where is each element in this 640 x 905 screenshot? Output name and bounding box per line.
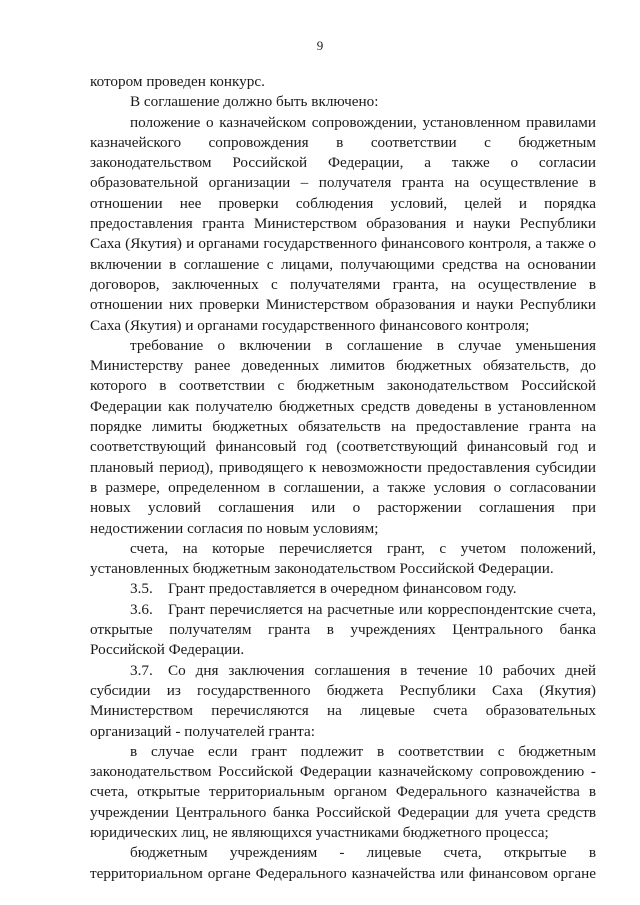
paragraph-budget-institutions: бюджетным учреждениям - лицевые счета, открытые в территориальном органе Федерального казначейства или финансовом органе xyxy=(90,844,596,882)
paragraph-continuation: котором проведен конкурс. xyxy=(90,73,265,90)
page-number: 9 xyxy=(316,38,324,53)
clause-3-7: 3.7. Со дня заключения соглашения в течение 10 рабочих дней субсидии из государственного бюджета Республики Саха (Якутия) Министерством перечисляются на лицевые счета образовательных организаций - получателей гранта: xyxy=(90,661,596,740)
paragraph-treasury-support: положение о казначейском сопровождении, установленном правилами казначейского сопровождения в соответствии с бюджетным законодательством Российской Федерации, а также о согласии образовательной организации – получателя гранта на осуществление в отношении нее проверки соблюдения условий, целей и порядка предоставления гранта Министерством образования и науки Республики Саха (Якутия) и органами государственного финансового контроля, а также о включении в соглашение с лицами, получающими средства на основании договоров, заключенных с получателями гранта, на осуществление в отношении них проверки Министерством образования и науки Республики Саха (Якутия) и органами государственного финансового контроля; xyxy=(90,113,596,334)
document-body xyxy=(90,72,596,884)
paragraph-treasury-accounts: в случае если грант подлежит в соответствии с бюджетным законодательством Российской Федерации казначейскому сопровождению - счета, открытые территориальным органом Федерального казначейства в учреждении Центрального банка Российской Федерации для учета средств юридических лиц, не являющихся участниками бюджетного процесса; xyxy=(90,742,596,841)
paragraph-agreement-intro: В соглашение должно быть включено: xyxy=(130,93,379,111)
paragraph-limits-reduction: требование о включении в соглашение в случае уменьшения Министерству ранее доведенных лимитов бюджетных обязательств, до которого в соответствии с бюджетным законодательством Российской Федерации как получателю бюджетных средств доведены в установленном порядке лимиты бюджетных обязательств на предоставление гранта на соответствующий финансовый год (соответствующий финансовый год и плановый период), приводящего к невозможности предоставления субсидии в размере, определенном в соглашении, а также условия о согласовании новых условий соглашения или о расторжении соглашения при недостижении согласия по новым условиям; xyxy=(90,336,596,537)
paragraph-accounts: счета, на которые перечисляется грант, с учетом положений, установленных бюджетным законодательством Российской Федерации. xyxy=(90,539,596,578)
clause-3-5: 3.5. Грант предоставляется в очередном финансовом году. xyxy=(130,580,517,598)
clause-3-6: 3.6. Грант перечисляется на расчетные или корреспондентские счета, открытые получателям гранта в учреждениях Центрального банка Российской Федерации. xyxy=(90,600,596,659)
